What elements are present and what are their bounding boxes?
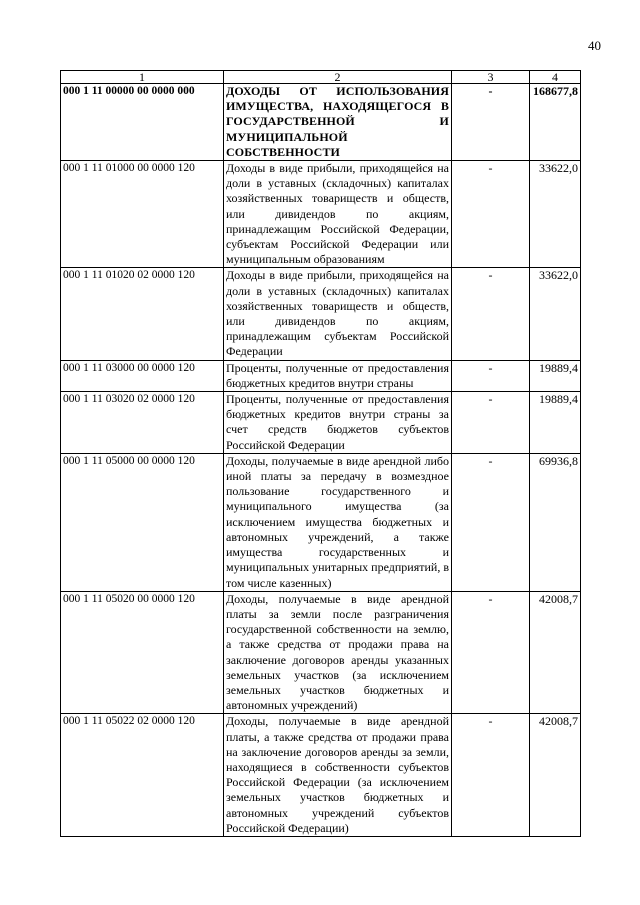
revenue-name: Доходы в виде прибыли, приходящейся на доли в уставных (складочных) капиталах хозяйственных товариществ и обществ, или дивидендов по акциям, принадлежащим Российской Федерации, субъектам Российской Федерации или муниципальным образованиям [224,161,452,268]
column3-value: - [452,268,530,360]
amount: 19889,4 [530,360,581,391]
column3-value: - [452,392,530,454]
budget-code: 000 1 11 05000 00 0000 120 [61,453,224,591]
revenue-name: Доходы в виде прибыли, приходящейся на доли в уставных (складочных) капиталах хозяйственных товариществ и обществ, или дивидендов по акциям, принадлежащим субъектам Российской Федерации [224,268,452,360]
column3-value: - [452,360,530,391]
column-header: 2 [224,71,452,84]
column3-value: - [452,591,530,714]
budget-code: 000 1 11 01020 02 0000 120 [61,268,224,360]
column-header: 4 [530,71,581,84]
table-row [61,714,581,837]
page-number: 40 [588,38,601,53]
budget-code: 000 1 11 05022 02 0000 120 [61,714,224,837]
table-row [61,591,581,714]
table-row [61,453,581,591]
revenue-name: Доходы, получаемые в виде арендной либо иной платы за передачу в возмездное пользование государственного и муниципального имущества (за исключением имущества бюджетных и автономных учреждений, а также имущества государственных и муниципальных унитарных предприятий, в том числе казенных) [224,453,452,591]
revenue-name: ДОХОДЫ ОТ ИСПОЛЬЗОВАНИЯ ИМУЩЕСТВА, НАХОДЯЩЕГОСЯ В ГОСУДАРСТВЕННОЙ И МУНИЦИПАЛЬНОЙ СОБСТВЕННОСТИ [224,84,452,161]
amount: 19889,4 [530,392,581,454]
amount: 168677,8 [530,84,581,161]
column-header: 1 [61,71,224,84]
column-header: 3 [452,71,530,84]
budget-code: 000 1 11 03020 02 0000 120 [61,392,224,454]
revenue-name: Доходы, получаемые в виде арендной платы, а также средства от продажи права на заключение договоров аренды за земли, находящиеся в собственности субъектов Российской Федерации (за исключением земельных участков бюджетных и автономных учреждений субъектов Российской Федерации) [224,714,452,837]
amount: 69936,8 [530,453,581,591]
revenue-name: Проценты, полученные от предоставления бюджетных кредитов внутри страны за счет средств бюджетов субъектов Российской Федерации [224,392,452,454]
column3-value: - [452,161,530,268]
table-row [61,84,581,161]
table-row [61,360,581,391]
amount: 33622,0 [530,161,581,268]
amount: 42008,7 [530,714,581,837]
revenue-name: Доходы, получаемые в виде арендной платы за земли после разграничения государственной собственности на землю, а также средства от продажи права на заключение договоров аренды указанных земельных участков (за исключением земельных участков бюджетных и автономных учреждений) [224,591,452,714]
revenue-table [60,70,581,837]
amount: 33622,0 [530,268,581,360]
column3-value: - [452,453,530,591]
amount: 42008,7 [530,591,581,714]
budget-code: 000 1 11 05020 00 0000 120 [61,591,224,714]
table-row [61,392,581,454]
table-header-row [61,71,581,84]
column3-value: - [452,714,530,837]
table-row [61,268,581,360]
budget-code: 000 1 11 03000 00 0000 120 [61,360,224,391]
budget-code: 000 1 11 00000 00 0000 000 [61,84,224,161]
budget-code: 000 1 11 01000 00 0000 120 [61,161,224,268]
revenue-name: Проценты, полученные от предоставления бюджетных кредитов внутри страны [224,360,452,391]
column3-value: - [452,84,530,161]
table-row [61,161,581,268]
